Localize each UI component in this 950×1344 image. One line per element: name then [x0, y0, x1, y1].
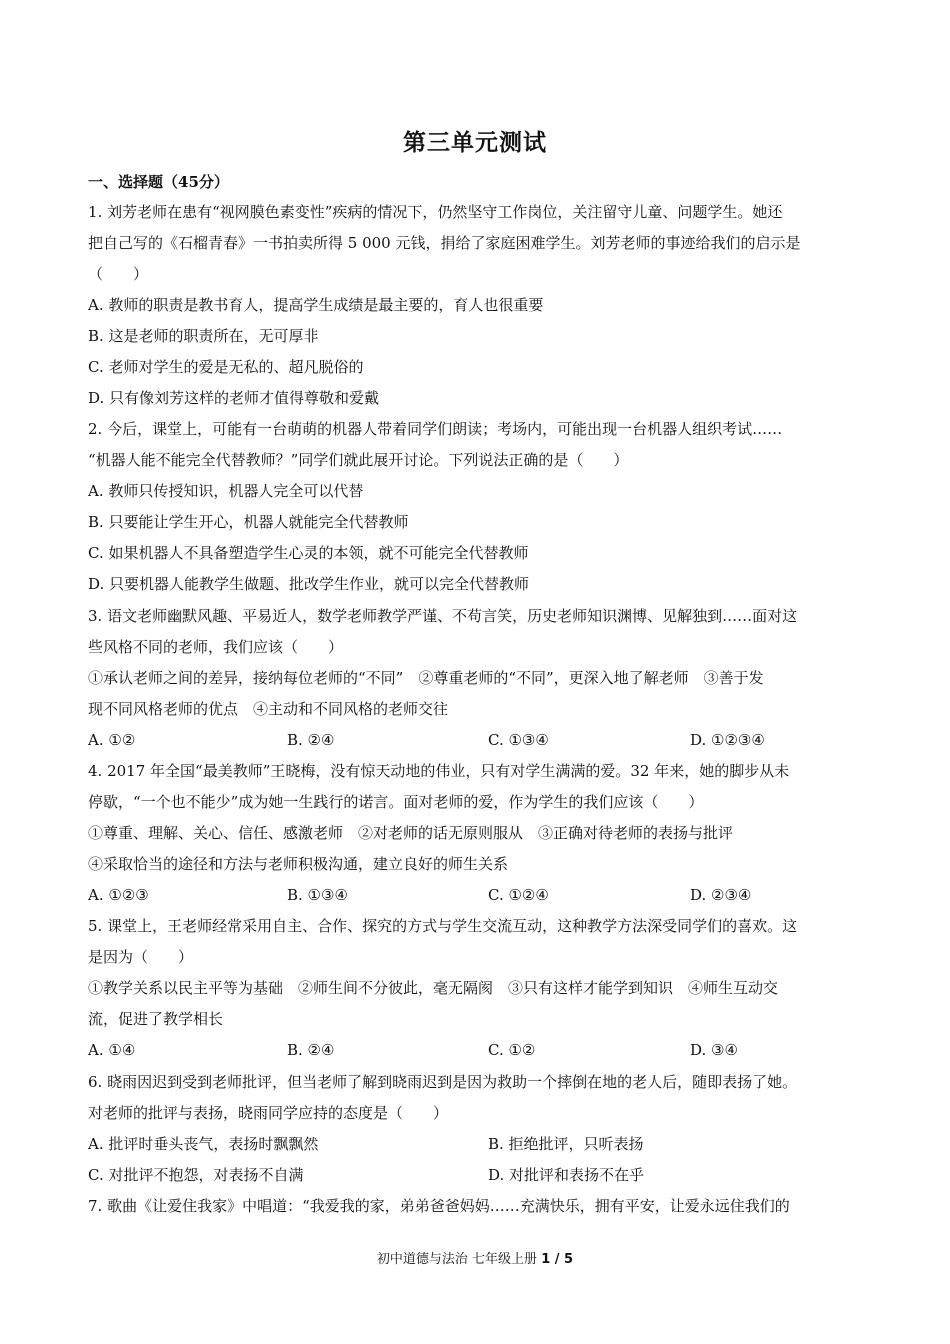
q6-option-b: B. 拒绝批评，只听表扬	[488, 1135, 644, 1153]
q5-option-b: B. ②④	[287, 1041, 335, 1059]
q3-stem-line-3: ①承认老师之间的差异，接纳每位老师的“不同” ②尊重老师的“不同”，更深入地了解老师 ③善于发	[88, 669, 764, 687]
q5-stem-line-2: 是因为（ ）	[88, 948, 194, 966]
footer-text: 初中道德与法治 七年级上册	[376, 1252, 542, 1267]
q6-option-c: C. 对批评不抱怨，对表扬不自满	[88, 1166, 304, 1184]
q4-option-d: D. ②③④	[690, 886, 752, 904]
q5-option-d: D. ③④	[690, 1041, 738, 1059]
q4-option-c: C. ①②④	[488, 886, 549, 904]
q3-option-b: B. ②④	[287, 731, 335, 749]
page-number: 1 / 5	[541, 1252, 574, 1267]
q6-option-d: D. 对批评和表扬不在乎	[488, 1166, 645, 1184]
q4-option-b: B. ①③④	[287, 886, 348, 904]
q4-stem-line-4: ④采取恰当的途径和方法与老师积极沟通，建立良好的师生关系	[88, 855, 509, 873]
q4-stem-line-1: 4. 2017 年全国“最美教师”王晓梅，没有惊天动地的伟业，只有对学生满满的爱。32 年来，她的脚步从未	[88, 762, 790, 780]
q2-option-d: D. 只要机器人能教学生做题、批改学生作业，就可以完全代替教师	[88, 575, 530, 593]
q3-option-c: C. ①③④	[488, 731, 549, 749]
q4-stem-line-2: 停歇，“一个也不能少”成为她一生践行的诺言。面对老师的爱，作为学生的我们应该（ ）	[88, 793, 704, 811]
q3-stem-line-2: 些风格不同的老师，我们应该（ ）	[88, 638, 344, 656]
q2-stem-line-2: “机器人能不能完全代替教师？”同学们就此展开讨论。下列说法正确的是（ ）	[88, 451, 629, 469]
q7-stem-line-1: 7. 歌曲《让爱住我家》中唱道：“我爱我的家，弟弟爸爸妈妈……充满快乐，拥有平安，让爱永远住我们的	[88, 1197, 790, 1215]
q1-option-c: C. 老师对学生的爱是无私的、超凡脱俗的	[88, 358, 364, 376]
q3-stem-line-4: 现不同风格老师的优点 ④主动和不同风格的老师交往	[88, 700, 449, 718]
q3-stem-line-1: 3. 语文老师幽默风趣、平易近人，数学老师教学严谨、不苟言笑，历史老师知识渊博、见解独到……面对这	[88, 607, 798, 625]
q1-option-a: A. 教师的职责是教书育人，提高学生成绩是最主要的，育人也很重要	[88, 296, 544, 314]
q6-stem-line-1: 6. 晓雨因迟到受到老师批评，但当老师了解到晓雨迟到是因为救助一个摔倒在地的老人后，随即表扬了她。	[88, 1073, 798, 1091]
q2-stem-line-1: 2. 今后，课堂上，可能有一台萌萌的机器人带着同学们朗读；考场内，可能出现一台机器人组织考试……	[88, 420, 783, 438]
q6-stem-line-2: 对老师的批评与表扬，晓雨同学应持的态度是（ ）	[88, 1104, 449, 1122]
q1-stem-line-3: （ ）	[88, 265, 149, 283]
q2-option-b: B. 只要能让学生开心，机器人就能完全代替教师	[88, 513, 409, 531]
q1-option-d: D. 只有像刘芳这样的老师才值得尊敬和爱戴	[88, 389, 380, 407]
q2-option-a: A. 教师只传授知识，机器人完全可以代替	[88, 482, 364, 500]
page-title: 第三单元测试	[403, 129, 547, 156]
q2-option-c: C. 如果机器人不具备塑造学生心灵的本领，就不可能完全代替教师	[88, 544, 529, 562]
q5-stem-line-1: 5. 课堂上，王老师经常采用自主、合作、探究的方式与学生交流互动，这种教学方法深受同学们的喜欢。这	[88, 917, 798, 935]
q1-stem-line-1: 1. 刘芳老师在患有“视网膜色素变性”疾病的情况下，仍然坚守工作岗位，关注留守儿童、问题学生。她还	[88, 203, 783, 221]
section-heading: 一、选择题（45分）	[88, 173, 229, 191]
q1-option-b: B. 这是老师的职责所在，无可厚非	[88, 327, 319, 345]
page-footer	[0, 1248, 950, 1267]
q5-option-a: A. ①④	[88, 1041, 136, 1059]
q3-option-d: D. ①②③④	[690, 731, 765, 749]
q4-stem-line-3: ①尊重、理解、关心、信任、感激老师 ②对老师的话无原则服从 ③正确对待老师的表扬与批评	[88, 824, 734, 842]
q5-option-c: C. ①②	[488, 1041, 536, 1059]
q1-stem-line-2: 把自己写的《石榴青春》一书拍卖所得 5 000 元钱，捐给了家庭困难学生。刘芳老师的事迹给我们的启示是	[88, 234, 801, 252]
q4-option-a: A. ①②③	[88, 886, 149, 904]
q6-option-a: A. 批评时垂头丧气，表扬时飘飘然	[88, 1135, 319, 1153]
q3-option-a: A. ①②	[88, 731, 136, 749]
q5-stem-line-3: ①教学关系以民主平等为基础 ②师生间不分彼此，毫无隔阂 ③只有这样才能学到知识 ④师生互动交	[88, 979, 779, 997]
q5-stem-line-4: 流，促进了教学相长	[88, 1010, 224, 1028]
